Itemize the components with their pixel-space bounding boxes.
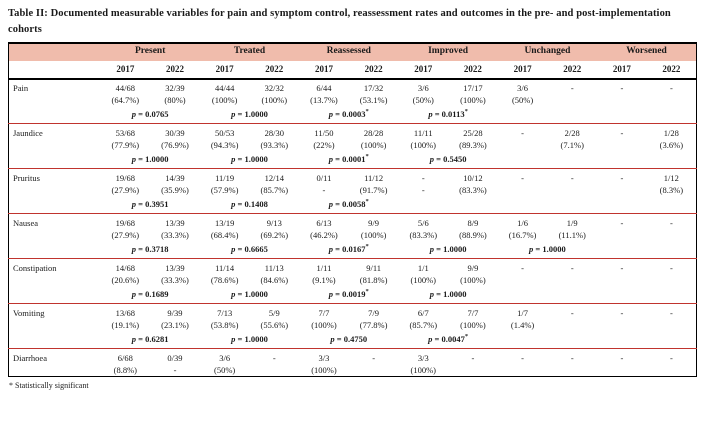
cell-fraction: - xyxy=(669,262,673,273)
column-group-reassessed: Reassessed xyxy=(299,43,398,61)
p-value-worsened xyxy=(597,197,696,214)
year-header-present-2017: 2017 xyxy=(101,61,151,79)
cell-percent xyxy=(498,364,548,377)
cell-fraction: 19/68 xyxy=(115,172,136,183)
cell-percent: (88.9%) xyxy=(459,229,487,240)
cell-percent xyxy=(448,364,498,377)
p-value-treated: p = 0.1408 xyxy=(231,198,268,209)
cell-percent: (91.7%) xyxy=(359,184,388,195)
cell-fraction: 53/68 xyxy=(115,127,136,138)
cell-fraction: 12/14 xyxy=(264,172,284,183)
cell-percent: (83.3%) xyxy=(409,229,438,240)
cell-percent: (100%) xyxy=(410,364,437,375)
table-head xyxy=(9,43,697,79)
cell-fraction: - xyxy=(570,352,574,363)
cell-fraction: 11/50 xyxy=(314,127,334,138)
cell-percent: (9.1%) xyxy=(312,274,336,285)
cell-fraction: 44/44 xyxy=(214,82,235,93)
cell-percent: (68.4%) xyxy=(210,229,239,240)
row-label-spacer xyxy=(9,184,101,197)
cell-percent: - xyxy=(173,364,177,375)
cell-percent: (50%) xyxy=(412,94,434,105)
cell-percent xyxy=(547,364,597,377)
p-value-improved: p = 0.5450 xyxy=(429,153,467,164)
cell-percent: (100%) xyxy=(211,94,238,105)
cell-fraction: - xyxy=(620,127,624,138)
p-value-worsened xyxy=(597,107,696,124)
row-label-spacer xyxy=(9,139,101,152)
cell-percent: (85.7%) xyxy=(409,319,438,330)
p-value-unchanged xyxy=(498,197,597,214)
cell-fraction: 9/13 xyxy=(266,217,282,228)
p-value-improved: p = 0.0113* xyxy=(428,107,468,119)
cell-percent xyxy=(597,94,647,107)
cell-percent: - xyxy=(421,184,425,195)
column-group-unchanged: Unchanged xyxy=(498,43,597,61)
year-header-unchanged-2017: 2017 xyxy=(498,61,548,79)
cell-fraction: 6/44 xyxy=(316,82,332,93)
data-table xyxy=(8,42,697,378)
cell-fraction: - xyxy=(372,352,376,363)
p-value-treated: p = 1.0000 xyxy=(231,333,268,344)
cell-percent xyxy=(647,319,697,332)
cell-percent: (100%) xyxy=(460,94,486,105)
cell-fraction: 6/13 xyxy=(316,217,332,228)
year-header-worsened-2022: 2022 xyxy=(647,61,697,79)
year-header-present-2022: 2022 xyxy=(150,61,200,79)
cell-percent: (27.9%) xyxy=(111,184,140,195)
cell-percent: (100%) xyxy=(410,274,437,285)
cell-percent: (55.6%) xyxy=(260,319,289,330)
symptom-block-constipation xyxy=(9,259,697,304)
symptom-block-jaundice xyxy=(9,124,697,169)
year-header-improved-2022: 2022 xyxy=(448,61,498,79)
cell-percent: (11.1%) xyxy=(558,229,586,240)
cell-percent: (64.7%) xyxy=(111,94,140,105)
cell-fraction: 28/28 xyxy=(363,127,384,138)
cell-percent: (46.2%) xyxy=(310,229,338,240)
cell-fraction: 17/32 xyxy=(363,82,384,93)
year-header-treated-2022: 2022 xyxy=(249,61,299,79)
cell-fraction: 1/28 xyxy=(663,127,679,138)
p-value-worsened xyxy=(597,332,696,349)
row-label-spacer xyxy=(9,94,101,107)
corner-cell xyxy=(9,61,101,79)
cell-fraction: 17/17 xyxy=(463,82,483,93)
cell-percent: (69.2%) xyxy=(260,229,289,240)
cell-percent: (100%) xyxy=(311,319,337,330)
cell-fraction: - xyxy=(669,352,673,363)
cell-fraction: - xyxy=(570,262,574,273)
cell-fraction: - xyxy=(521,172,524,183)
cell-fraction: 13/19 xyxy=(214,217,235,228)
cell-percent xyxy=(498,184,548,197)
cell-percent xyxy=(597,319,647,332)
cell-fraction: 6/7 xyxy=(417,307,429,318)
cell-percent xyxy=(349,364,399,377)
row-label-spacer xyxy=(9,242,101,259)
year-header-unchanged-2022: 2022 xyxy=(547,61,597,79)
row-label-spacer xyxy=(9,152,101,169)
cell-fraction: 9/39 xyxy=(167,307,183,318)
cell-percent: (1.4%) xyxy=(510,319,535,330)
cell-percent xyxy=(597,274,647,287)
cell-percent: (35.9%) xyxy=(161,184,189,195)
cell-fraction: 32/39 xyxy=(165,82,185,93)
cell-fraction: - xyxy=(620,352,624,363)
cell-percent xyxy=(547,184,597,197)
year-header-improved-2017: 2017 xyxy=(398,61,448,79)
cell-percent: (100%) xyxy=(460,319,486,330)
cell-percent: (7.1%) xyxy=(560,139,584,150)
cell-fraction: 0/39 xyxy=(167,352,183,363)
cell-percent: (8.3%) xyxy=(659,184,684,195)
cell-fraction: 44/68 xyxy=(115,82,136,93)
cell-fraction: - xyxy=(620,82,624,93)
cell-fraction: 1/7 xyxy=(517,307,529,318)
p-value-improved xyxy=(398,197,497,214)
cell-percent xyxy=(547,319,597,332)
cell-percent: (57.9%) xyxy=(210,184,239,195)
cell-percent: (84.6%) xyxy=(260,274,289,285)
row-label-spacer xyxy=(9,287,101,304)
cell-percent xyxy=(647,274,697,287)
cell-percent: (100%) xyxy=(360,139,387,150)
cell-fraction: 10/12 xyxy=(463,172,483,183)
cell-percent: (13.7%) xyxy=(310,94,338,105)
cell-fraction: 32/32 xyxy=(264,82,284,93)
cell-fraction: 3/3 xyxy=(318,352,330,363)
cell-fraction: 11/12 xyxy=(364,172,384,183)
p-value-reassessed: p = 0.0167* xyxy=(328,242,369,254)
cell-fraction: - xyxy=(521,127,524,138)
p-value-unchanged xyxy=(498,332,597,349)
cell-fraction: 3/6 xyxy=(219,352,231,363)
p-value-worsened xyxy=(597,152,696,169)
p-value-worsened xyxy=(597,242,696,259)
cell-fraction: 7/9 xyxy=(368,307,380,318)
column-group-treated: Treated xyxy=(200,43,299,61)
cell-fraction: 13/68 xyxy=(115,307,136,318)
cell-percent: - xyxy=(322,184,326,195)
cell-percent xyxy=(647,229,697,242)
year-header-reassessed-2017: 2017 xyxy=(299,61,349,79)
cell-fraction: - xyxy=(521,262,524,273)
cell-fraction: 13/39 xyxy=(165,262,185,273)
cell-fraction: - xyxy=(669,82,673,93)
cell-percent: (53.1%) xyxy=(359,94,388,105)
cell-fraction: 5/6 xyxy=(417,217,429,228)
corner-cell xyxy=(9,43,101,61)
cell-percent: (50%) xyxy=(214,364,236,375)
cell-percent: (77.8%) xyxy=(359,319,388,330)
cell-percent xyxy=(547,274,597,287)
year-header-worsened-2017: 2017 xyxy=(597,61,647,79)
cell-fraction: 14/39 xyxy=(165,172,185,183)
row-label-diarrhoea: Diarrhoea xyxy=(13,352,47,363)
p-value-treated: p = 1.0000 xyxy=(231,153,268,164)
cell-fraction: 13/39 xyxy=(165,217,185,228)
year-header-reassessed-2022: 2022 xyxy=(349,61,399,79)
cell-fraction: 3/6 xyxy=(417,82,429,93)
cell-percent: (100%) xyxy=(360,229,387,240)
p-value-treated: p = 1.0000 xyxy=(231,108,268,119)
cell-fraction: 14/68 xyxy=(115,262,136,273)
symptom-block-nausea xyxy=(9,214,697,259)
cell-fraction: 1/1 xyxy=(417,262,429,273)
cell-fraction: - xyxy=(272,352,276,363)
cell-percent: (76.9%) xyxy=(161,139,189,150)
cell-fraction: 6/68 xyxy=(117,352,133,363)
cell-fraction: 3/3 xyxy=(417,352,429,363)
p-value-treated: p = 1.0000 xyxy=(231,288,268,299)
cell-fraction: 5/9 xyxy=(268,307,280,318)
cell-fraction: 25/28 xyxy=(463,127,483,138)
cell-fraction: 11/19 xyxy=(215,172,235,183)
cell-fraction: - xyxy=(669,217,673,228)
cell-percent: (33.3%) xyxy=(161,229,189,240)
cell-fraction: 9/11 xyxy=(366,262,381,273)
cell-fraction: 1/11 xyxy=(316,262,332,273)
cell-fraction: 7/7 xyxy=(467,307,479,318)
cell-percent: (100%) xyxy=(311,364,337,375)
cell-percent xyxy=(597,364,647,377)
cell-fraction: - xyxy=(570,172,574,183)
cell-percent xyxy=(597,184,647,197)
p-value-present: p = 0.6281 xyxy=(131,333,169,344)
cell-percent: (33.3%) xyxy=(161,274,189,285)
cell-fraction: - xyxy=(620,307,624,318)
cell-percent: (81.8%) xyxy=(359,274,388,285)
cell-percent: (3.6%) xyxy=(659,139,684,150)
symptom-block-pain xyxy=(9,79,697,124)
cell-percent: (80%) xyxy=(164,94,186,105)
cell-percent xyxy=(249,364,299,377)
p-value-worsened xyxy=(597,287,696,304)
row-label-spacer xyxy=(9,364,101,377)
cell-fraction: 30/39 xyxy=(165,127,185,138)
row-label-spacer xyxy=(9,274,101,287)
cell-percent: (53.8%) xyxy=(210,319,239,330)
cell-percent: (77.9%) xyxy=(111,139,140,150)
row-label-vomiting: Vomiting xyxy=(13,307,45,318)
p-value-unchanged xyxy=(498,107,597,124)
row-label-pain: Pain xyxy=(13,82,29,93)
cell-percent: (78.6%) xyxy=(210,274,239,285)
column-group-present: Present xyxy=(101,43,200,61)
cell-fraction: 2/28 xyxy=(564,127,580,138)
p-value-reassessed: p = 0.0019* xyxy=(328,287,369,299)
cell-fraction: 11/11 xyxy=(413,127,433,138)
p-value-unchanged: p = 1.0000 xyxy=(529,243,566,254)
cell-percent: (19.1%) xyxy=(111,319,140,330)
symptom-block-diarrhoea xyxy=(9,349,697,377)
p-value-treated: p = 0.6665 xyxy=(231,243,268,254)
cell-percent xyxy=(547,94,597,107)
symptom-block-pruritus xyxy=(9,169,697,214)
cell-fraction: 8/9 xyxy=(467,217,479,228)
cell-percent: (100%) xyxy=(410,139,437,150)
cell-fraction: 3/6 xyxy=(517,82,529,93)
cell-fraction: 7/13 xyxy=(217,307,233,318)
cell-fraction: 28/30 xyxy=(264,127,284,138)
p-value-improved: p = 1.0000 xyxy=(429,288,467,299)
p-value-improved: p = 1.0000 xyxy=(429,243,467,254)
column-group-worsened: Worsened xyxy=(597,43,696,61)
footnote: * Statistically significant xyxy=(9,381,89,390)
p-value-present: p = 0.1689 xyxy=(131,288,169,299)
p-value-reassessed: p = 0.0058* xyxy=(328,197,369,209)
cell-percent xyxy=(498,274,548,287)
cell-percent: (100%) xyxy=(261,94,288,105)
cell-percent: (50%) xyxy=(511,94,534,105)
cell-percent: (16.7%) xyxy=(508,229,537,240)
p-value-present: p = 0.0765 xyxy=(131,108,169,119)
row-label-constipation: Constipation xyxy=(13,262,57,273)
year-header-treated-2017: 2017 xyxy=(200,61,250,79)
symptom-block-vomiting xyxy=(9,304,697,349)
cell-percent: (20.6%) xyxy=(111,274,140,285)
cell-fraction: - xyxy=(620,172,624,183)
cell-fraction: - xyxy=(570,307,574,318)
cell-percent: (23.1%) xyxy=(161,319,189,330)
row-label-pruritus: Pruritus xyxy=(13,172,40,183)
p-value-reassessed: p = 0.4750 xyxy=(330,333,368,344)
row-label-spacer xyxy=(9,332,101,349)
row-label-jaundice: Jaundice xyxy=(13,127,43,138)
cell-percent xyxy=(498,139,548,152)
cell-percent xyxy=(647,94,697,107)
cell-fraction: - xyxy=(421,172,425,183)
cell-percent: (89.3%) xyxy=(459,139,487,150)
p-value-present: p = 0.3718 xyxy=(131,243,169,254)
cell-fraction: 9/9 xyxy=(368,217,380,228)
row-label-spacer xyxy=(9,319,101,332)
cell-percent xyxy=(597,229,647,242)
cell-percent: (27.9%) xyxy=(111,229,140,240)
cell-fraction: 1/9 xyxy=(566,217,578,228)
cell-fraction: 11/13 xyxy=(264,262,284,273)
cell-fraction: 1/6 xyxy=(517,217,529,228)
cell-fraction: - xyxy=(471,352,475,363)
cell-fraction: 50/53 xyxy=(214,127,235,138)
cell-percent xyxy=(647,364,697,377)
cell-fraction: - xyxy=(521,352,524,363)
table-title: Table II: Documented measurable variables for pain and symptom control, reassessment rates and outcomes in the pre- and post-implementation cohorts xyxy=(8,8,671,35)
cell-fraction: 0/11 xyxy=(316,172,332,183)
cell-percent: (93.3%) xyxy=(260,139,289,150)
cell-percent: (100%) xyxy=(460,274,486,285)
cell-fraction: - xyxy=(570,82,574,93)
cell-fraction: 11/14 xyxy=(215,262,235,273)
cell-percent: (85.7%) xyxy=(260,184,289,195)
cell-percent: (94.3%) xyxy=(210,139,239,150)
p-value-reassessed: p = 0.0001* xyxy=(328,152,369,164)
row-label-spacer xyxy=(9,107,101,124)
cell-percent: (8.8%) xyxy=(113,364,138,375)
column-group-improved: Improved xyxy=(398,43,497,61)
p-value-reassessed: p = 0.0003* xyxy=(328,107,369,119)
p-value-present: p = 1.0000 xyxy=(131,153,169,164)
p-value-unchanged xyxy=(498,287,597,304)
row-label-spacer xyxy=(9,197,101,214)
cell-percent: (22%) xyxy=(313,139,335,150)
cell-fraction: 7/7 xyxy=(318,307,330,318)
cell-fraction: - xyxy=(669,307,673,318)
cell-fraction: 19/68 xyxy=(115,217,136,228)
cell-percent: (83.3%) xyxy=(459,184,487,195)
p-value-improved: p = 0.0047* xyxy=(428,332,469,344)
cell-fraction: 1/12 xyxy=(663,172,679,183)
p-value-present: p = 0.3951 xyxy=(131,198,169,209)
row-label-spacer xyxy=(9,229,101,242)
cell-fraction: - xyxy=(620,217,624,228)
p-value-unchanged xyxy=(498,152,597,169)
cell-fraction: 9/9 xyxy=(467,262,479,273)
cell-percent xyxy=(597,139,647,152)
row-label-nausea: Nausea xyxy=(13,217,39,228)
cell-fraction: - xyxy=(620,262,624,273)
